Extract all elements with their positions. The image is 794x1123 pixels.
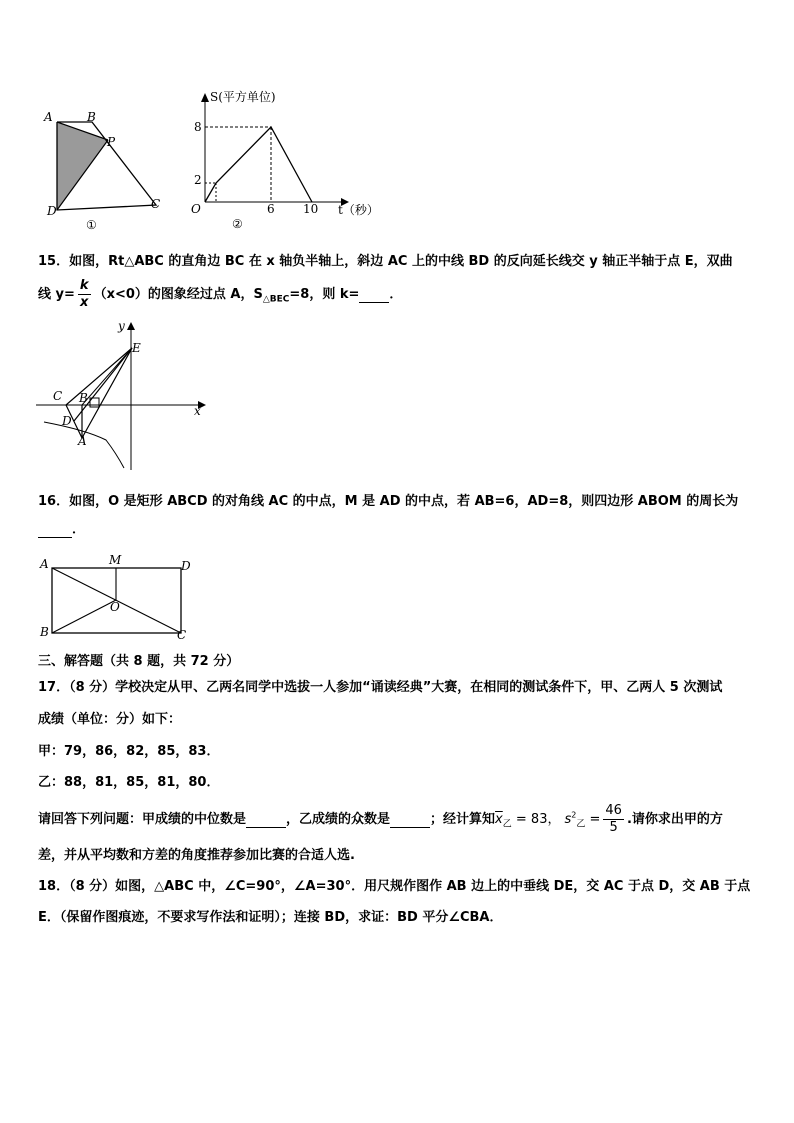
label-B: B [40, 625, 49, 639]
tick-8: 8 [194, 120, 202, 134]
y-axis-label: S(平方单位) [210, 90, 276, 104]
circle-label-2: ② [232, 217, 243, 231]
q17-line1: 17．（8 分）学校决定从甲、乙两名同学中选拔一人参加“诵读经典”大赛，在相同的测试条件下，甲、乙两人 5 次测试 [38, 680, 723, 695]
q17-jia-scores: 甲：79，86，82，85，83． [38, 744, 220, 759]
figure-14-left [40, 108, 170, 233]
label-B: B [79, 391, 88, 405]
label-B: B [87, 110, 96, 124]
figure-15 [36, 318, 211, 473]
section-header: 三、解答题（共 8 题，共 72 分） [38, 654, 240, 669]
label-A: A [40, 557, 49, 571]
origin-label: O [191, 202, 201, 216]
figure-14-graph [186, 88, 386, 233]
label-C: C [151, 197, 161, 211]
answer-blank-mode [390, 812, 430, 828]
q17-line2: 成绩（单位：分）如下： [38, 712, 182, 727]
q15-subscript: △BEC [262, 294, 290, 305]
answer-blank-median [246, 812, 286, 828]
q16-line1: 16．如图，O 是矩形 ABCD 的对角线 AC 的中点，M 是 AD 的中点，若 AB=6，AD=8，则四边形 ABOM 的周长为 [38, 494, 739, 509]
frac-denominator-x: x [80, 295, 89, 310]
fraction-46-over-5 [603, 803, 624, 836]
q17-qc: ；经计算知 [430, 812, 496, 827]
q16-end: ． [72, 522, 86, 537]
q17-line5 [38, 803, 723, 836]
s-sup: 2 [571, 810, 577, 820]
label-O: O [110, 600, 120, 614]
frac-num-46: 46 [605, 803, 622, 818]
q15-post: =8，则 k= [289, 287, 360, 302]
fraction-k-over-x [78, 278, 91, 311]
tick-6: 6 [267, 202, 275, 216]
q18-line2: E．（保留作图痕迹，不要求写作法和证明）；连接 BD，求证：BD 平分∠CBA． [38, 910, 503, 925]
label-y: y [118, 319, 125, 333]
q18-line1: 18．（8 分）如图，△ABC 中，∠C=90°，∠A=30°．用尺规作图作 AB 边上的中垂线 DE，交 AC 于点 D，交 AB 于点 [38, 879, 751, 894]
label-P: P [107, 135, 116, 149]
answer-blank-16 [38, 522, 72, 538]
label-M: M [109, 553, 122, 567]
label-x: x [194, 404, 201, 418]
q15-line2 [38, 278, 402, 311]
q17-eq: = [585, 812, 601, 827]
circle-label-1: ① [86, 218, 97, 232]
q16-line2 [38, 518, 85, 538]
q17-qd: .请你求出甲的方 [626, 812, 723, 827]
q15-end: ． [389, 287, 403, 302]
q17-qa: 请回答下列问题：甲成绩的中位数是 [38, 812, 247, 827]
frac-numerator-k: k [79, 278, 89, 293]
label-A: A [78, 434, 87, 448]
s-sub: 乙 [576, 819, 586, 830]
label-D: D [62, 414, 72, 428]
label-C: C [53, 389, 63, 403]
label-C: C [177, 628, 187, 642]
q17-eq83: = 83， [511, 812, 561, 827]
q15-line1: 15．如图，Rt△ABC 的直角边 BC 在 x 轴负半轴上，斜边 AC 上的中线 BD 的反向延长线交 y 轴正半轴于点 E，双曲 [38, 254, 733, 269]
xbar-sub: 乙 [502, 819, 512, 830]
x-axis-label: t（秒） [338, 203, 379, 217]
figure-16 [36, 550, 196, 645]
xbar-symbol: $\overline{x}$ [495, 812, 503, 827]
tick-10: 10 [303, 202, 319, 216]
label-D: D [47, 204, 57, 218]
q17-yi-scores: 乙：88，81，85，81，80． [38, 775, 220, 790]
tick-2: 2 [194, 173, 202, 187]
q15-cond: （x<0）的图象经过点 A，S [93, 287, 263, 302]
answer-blank-15 [359, 287, 389, 303]
q17-qb: ，乙成绩的众数是 [286, 812, 391, 827]
label-D: D [181, 559, 191, 573]
q15-pre: 线 y= [38, 287, 75, 302]
q17-line6: 差，并从平均数和方差的角度推荐参加比赛的合适人选. [38, 848, 355, 863]
s-symbol: s [564, 812, 572, 827]
label-A: A [44, 110, 53, 124]
frac-den-5: 5 [609, 820, 618, 835]
label-E: E [132, 341, 141, 355]
